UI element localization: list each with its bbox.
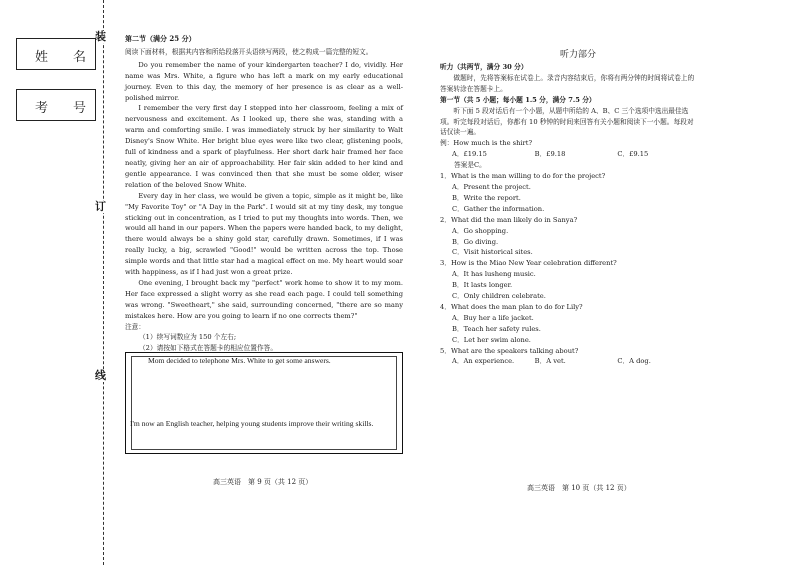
section-title: 第二节（满分 25 分） [125, 34, 196, 43]
example-option-b: B．£9.18 [534, 150, 566, 159]
name-field[interactable] [16, 38, 96, 70]
option-5a: A．An experience. [452, 357, 515, 366]
answer-box[interactable] [125, 352, 403, 454]
paragraph-opener-1: Mom decided to telephone Mrs. White to get some answers. [148, 356, 331, 365]
note-item: （1）续写词数应为 150 个左右; [139, 333, 237, 342]
option-2a: A．Go shopping. [452, 226, 509, 235]
name-label-1: 姓 [35, 50, 49, 65]
section-1-title: 第一节（共 5 小题；每小题 1.5 分，满分 7.5 分） [440, 95, 596, 104]
question-1: 1．What is the man willing to do for the project? [440, 172, 606, 181]
option-4a: A．Buy her a life jacket. [452, 313, 534, 322]
story-paragraph: Every day in her class, we would be given a topic, simple as it might be, like "My Favorite Toy" or "A Day in the Park". I would sit at my tiny desk, my tongue sticking out in concentration, as I tried to put my thoughts into words. Then, we would all hand in our papers. When the papers were handed back, to my delight, there would always be a shiny gold star, carefully drawn. Sometimes, if I was really lucky, a big, scrawled "Good!" would be written across the top. Those simple words and that little star had a magical effect on me. My heart would soar with happiness, as if I had just won a great prize. [125, 191, 403, 277]
option-1b: B．Write the report. [452, 193, 521, 202]
name-label-2: 名 [73, 50, 87, 65]
binding-char-ding: 订 [95, 200, 106, 213]
story-paragraph: Do you remember the name of your kindergarten teacher? I do, vividly. Her name was Mrs. White, a figure who has left a mark on my early educational journey. Even to this day, the memory of her presence is as clear as a well-polished mirror. [125, 60, 403, 102]
option-4c: C．Let her swim alone. [452, 335, 531, 344]
writing-instruction: 阅读下面材料，根据其内容和所给段落开头语续写两段，使之构成一篇完整的短文。 [125, 47, 373, 56]
right-page [440, 62, 700, 367]
answer-box-inner [131, 356, 397, 450]
example-options [452, 149, 700, 160]
part-title: 听力部分 [560, 50, 597, 60]
option-1c: C．Gather the information. [452, 204, 545, 213]
question-3: 3．How is the Miao New Year celebration different? [440, 259, 617, 268]
option-5b: B．A vet. [534, 357, 566, 366]
question-5: 5．What are the speakers talking about? [440, 346, 579, 355]
page-footer-right: 高三英语 第 10 页（共 12 页） [527, 484, 631, 492]
note-item: （2）请按如下格式在答题卡的相应位置作答。 [139, 344, 278, 353]
story-paragraph: One evening, I brought back my "perfect" work home to show it to my mom. Her face expressed a slight worry as she read each page. I could tell something was wrong. "Sweetheart," she said, surrounding concerned, "there are so many mistakes here. How are you going to learn if no one corrects them?" [125, 278, 403, 320]
exam-number-field[interactable] [16, 89, 96, 121]
example-option-a: A．£19.15 [452, 150, 487, 159]
story-paragraph: I remember the very first day I stepped into her classroom, feeling a mix of nervousness and excitement. As I looked up, there she was, standing with a warm and comforting smile. I was immediately struck by her similarity to Walt Disney's Snow White. Her bright blue eyes were like two clear, glistening pools, full of kindness and a spark of playfulness. Her short dark hair framed her face neatly, giving her an air of approachability. Her fair skin added to her kind and gentle appearance. I was convinced then that she must be some older, wiser relation of the beloved Snow White. [125, 104, 403, 189]
option-2b: B．Go diving. [452, 237, 499, 246]
question-2: 2．What did the man likely do in Sanya? [440, 215, 578, 224]
binding-char-xian: 线 [95, 369, 106, 382]
option-4b: B．Teach her safety rules. [452, 324, 541, 333]
option-5c: C．A dog. [617, 357, 651, 366]
binding-char-zhuang: 装 [95, 30, 106, 43]
binding-line [103, 0, 104, 565]
notes-title: 注意： [125, 322, 146, 331]
option-3a: A．It has lusheng music. [452, 270, 536, 279]
listening-instruction: 做题时，先将答案标在试卷上。录音内容结束后，你将有两分钟的时间将试卷上的答案转涂在答题卡上。 [440, 73, 695, 93]
option-3b: B．It lasts longer. [452, 281, 513, 290]
left-page [125, 34, 403, 354]
section-1-instruction: 听下面 5 段对话后有一个小题，从题中所给的 A、B、C 三个选项中选出最佳选项。听完每段对话后，你都有 10 秒钟的时间来回答有关小题和阅读下一小题。每段对话仅读一遍。 [440, 106, 694, 137]
question-5-options [452, 356, 700, 367]
example-option-c: C．£9.15 [617, 150, 649, 159]
option-3c: C．Only children celebrate. [452, 292, 546, 301]
example-answer: 答案是C。 [454, 161, 486, 170]
option-1a: A．Present the project. [452, 182, 531, 191]
exam-number-label-1: 考 [35, 101, 49, 116]
exam-number-label-2: 号 [73, 101, 87, 116]
question-4: 4．What does the man plan to do for Lily? [440, 302, 583, 311]
paragraph-opener-2: I'm now an English teacher, helping young students improve their writing skills. [130, 419, 374, 428]
option-2c: C．Visit historical sites. [452, 248, 533, 257]
example-question: 例：How much is the shirt? [440, 139, 533, 148]
listening-header: 听力（共两节，满分 30 分） [440, 63, 528, 71]
page-footer-left: 高三英语 第 9 页（共 12 页） [213, 478, 313, 486]
